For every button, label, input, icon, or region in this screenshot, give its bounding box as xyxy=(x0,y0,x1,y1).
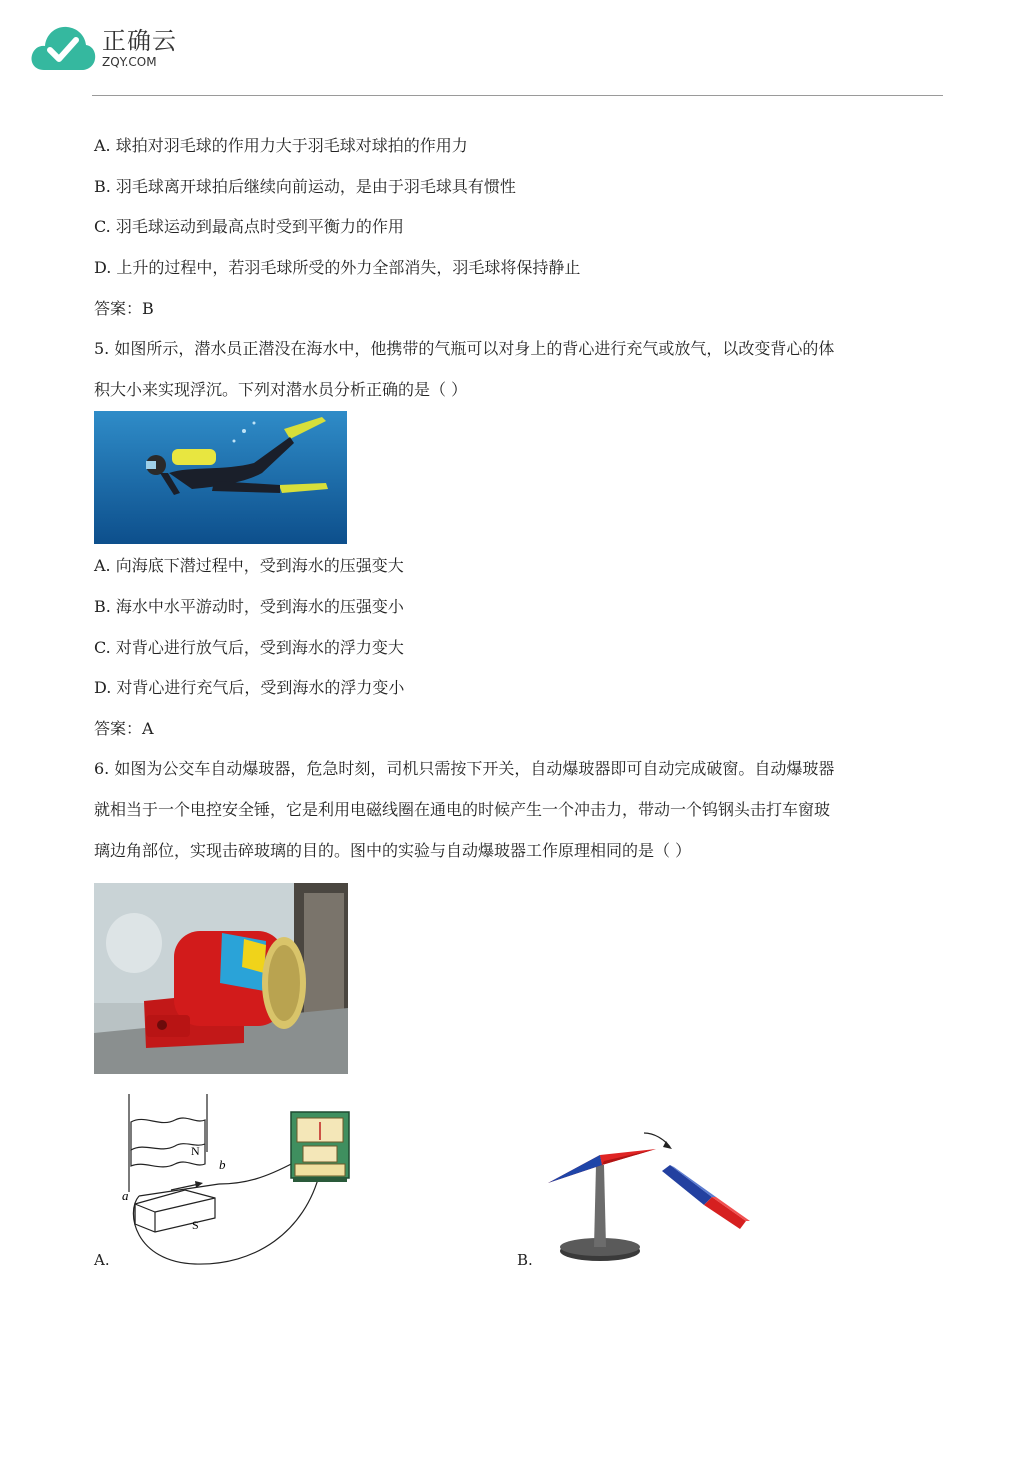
q6-option-b-label[interactable]: B. xyxy=(517,1251,533,1269)
q5-option-d: D. 对背心进行充气后，受到海水的浮力变小 xyxy=(94,678,405,697)
q6-stem-line-1: 6. 如图为公交车自动爆玻器，危急时刻，司机只需按下开关，自动爆玻器即可自动完成破窗。自动爆玻器 xyxy=(94,759,835,778)
pole-s-label: S xyxy=(192,1218,199,1232)
logo-domain: ZQY.COM xyxy=(102,55,157,69)
q5-stem-line-2: 积大小来实现浮沉。下列对潜水员分析正确的是（ ） xyxy=(94,380,468,399)
q5-answer: 答案：A xyxy=(94,719,154,738)
header-divider xyxy=(92,95,943,96)
galvanometer-icon xyxy=(291,1112,349,1182)
pole-n-label: N xyxy=(191,1144,200,1158)
q5-option-b: B. 海水中水平游动时，受到海水的压强变小 xyxy=(94,597,404,616)
window-breaker-photo xyxy=(94,883,348,1074)
generator-experiment-diagram xyxy=(115,1092,360,1270)
compass-magnet-diagram xyxy=(540,1125,755,1265)
logo-name: 正确云 xyxy=(102,27,177,55)
q6-stem-line-3: 璃边角部位，实现击碎玻璃的目的。图中的实验与自动爆玻器工作原理相同的是（ ） xyxy=(94,841,692,860)
cloud-check-icon xyxy=(30,24,96,72)
q4-option-a: A. 球拍对羽毛球的作用力大于羽毛球对球拍的作用力 xyxy=(94,136,468,155)
diver-photo xyxy=(94,411,347,544)
q5-option-c: C. 对背心进行放气后，受到海水的浮力变大 xyxy=(94,638,404,657)
q5-stem-line-1: 5. 如图所示，潜水员正潜没在海水中，他携带的气瓶可以对身上的背心进行充气或放气，以改变背心的体 xyxy=(94,339,835,358)
q4-option-b: B. 羽毛球离开球拍后继续向前运动，是由于羽毛球具有惯性 xyxy=(94,177,516,196)
site-logo[interactable] xyxy=(30,22,190,72)
wire-a-label: a xyxy=(122,1188,129,1203)
q4-option-c: C. 羽毛球运动到最高点时受到平衡力的作用 xyxy=(94,217,404,236)
q5-option-a: A. 向海底下潜过程中，受到海水的压强变大 xyxy=(94,556,404,575)
q4-answer: 答案：B xyxy=(94,299,154,318)
q4-option-d: D. 上升的过程中，若羽毛球所受的外力全部消失，羽毛球将保持静止 xyxy=(94,258,581,277)
q6-option-a-label[interactable]: A. xyxy=(94,1251,110,1269)
wire-b-label: b xyxy=(219,1157,226,1172)
q6-stem-line-2: 就相当于一个电控安全锤，它是利用电磁线圈在通电的时候产生一个冲击力，带动一个钨钢头击打车窗玻 xyxy=(94,800,831,819)
